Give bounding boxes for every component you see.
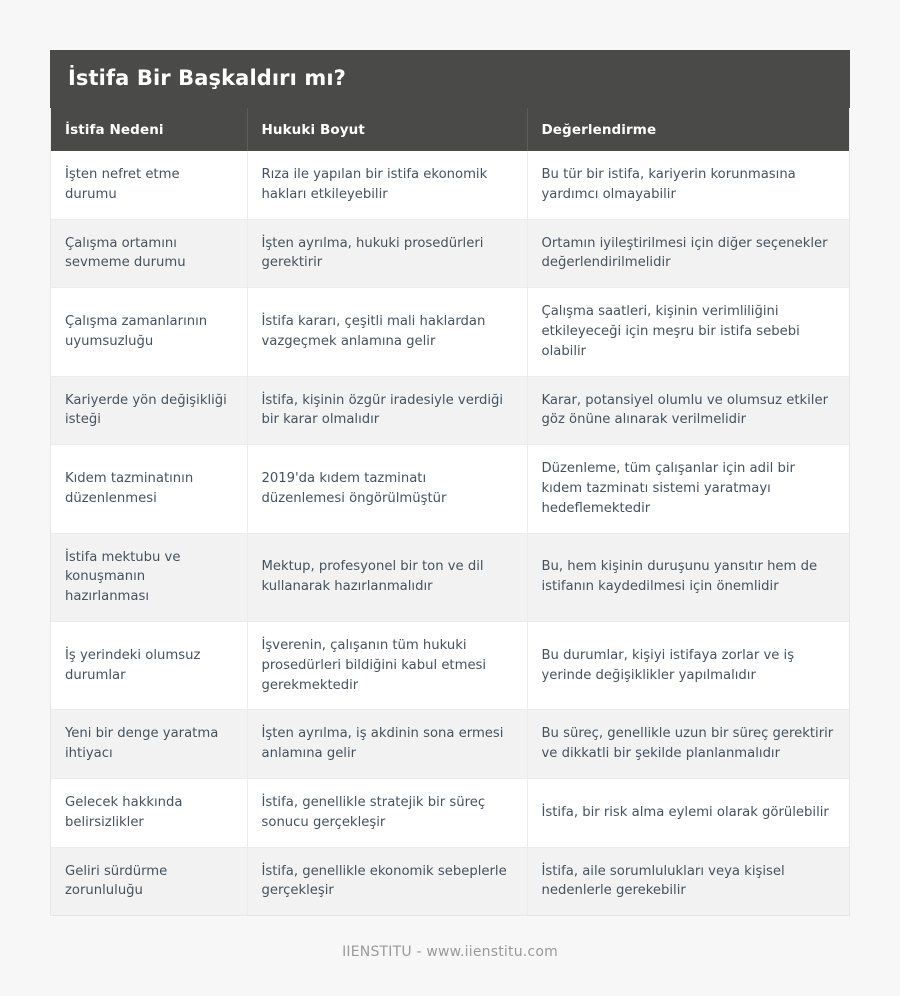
table-header bbox=[51, 108, 849, 151]
cell-reason: Gelecek hakkında belirsizlikler bbox=[51, 778, 247, 847]
cell-evaluation: Düzenleme, tüm çalışanlar için adil bir kıdem tazminatı sistemi yaratmayı hedeflemektedir bbox=[527, 445, 849, 533]
cell-legal: Rıza ile yapılan bir istifa ekonomik hakları etkileyebilir bbox=[247, 151, 527, 219]
table-row bbox=[51, 778, 849, 847]
comparison-table bbox=[51, 108, 849, 915]
page-title: İstifa Bir Başkaldırı mı? bbox=[68, 66, 346, 91]
cell-reason: Geliri sürdürme zorunluluğu bbox=[51, 847, 247, 915]
column-header-legal: Hukuki Boyut bbox=[247, 108, 527, 151]
cell-evaluation: İstifa, aile sorumlulukları veya kişisel nedenlerle gerekebilir bbox=[527, 847, 849, 915]
cell-legal: 2019'da kıdem tazminatı düzenlemesi öngörülmüştür bbox=[247, 445, 527, 533]
table-row bbox=[51, 621, 849, 709]
cell-legal: İşten ayrılma, hukuki prosedürleri gerektirir bbox=[247, 219, 527, 288]
cell-reason: Çalışma zamanlarının uyumsuzluğu bbox=[51, 288, 247, 376]
cell-evaluation: Bu tür bir istifa, kariyerin korunmasına yardımcı olmayabilir bbox=[527, 151, 849, 219]
cell-reason: Kariyerde yön değişikliği isteği bbox=[51, 376, 247, 445]
cell-reason: İş yerindeki olumsuz durumlar bbox=[51, 621, 247, 709]
table-row bbox=[51, 533, 849, 621]
table-row bbox=[51, 710, 849, 779]
column-header-evaluation: Değerlendirme bbox=[527, 108, 849, 151]
cell-reason: Yeni bir denge yaratma ihtiyacı bbox=[51, 710, 247, 779]
cell-evaluation: Çalışma saatleri, kişinin verimliliğini etkileyeceği için meşru bir istifa sebebi olabilir bbox=[527, 288, 849, 376]
cell-legal: İşverenin, çalışanın tüm hukuki prosedürleri bildiğini kabul etmesi gerekmektedir bbox=[247, 621, 527, 709]
cell-reason: Kıdem tazminatının düzenlenmesi bbox=[51, 445, 247, 533]
cell-legal: İşten ayrılma, iş akdinin sona ermesi anlamına gelir bbox=[247, 710, 527, 779]
cell-reason: İşten nefret etme durumu bbox=[51, 151, 247, 219]
cell-evaluation: Bu süreç, genellikle uzun bir süreç gerektirir ve dikkatli bir şekilde planlanmalıdır bbox=[527, 710, 849, 779]
cell-evaluation: Bu, hem kişinin duruşunu yansıtır hem de istifanın kaydedilmesi için önemlidir bbox=[527, 533, 849, 621]
cell-evaluation: Karar, potansiyel olumlu ve olumsuz etkiler göz önüne alınarak verilmelidir bbox=[527, 376, 849, 445]
cell-legal: İstifa, genellikle stratejik bir süreç sonucu gerçekleşir bbox=[247, 778, 527, 847]
table-row bbox=[51, 376, 849, 445]
table-row bbox=[51, 288, 849, 376]
cell-legal: İstifa, genellikle ekonomik sebeplerle gerçekleşir bbox=[247, 847, 527, 915]
cell-evaluation: Bu durumlar, kişiyi istifaya zorlar ve iş yerinde değişiklikler yapılmalıdır bbox=[527, 621, 849, 709]
table-body bbox=[51, 151, 849, 915]
table-container bbox=[50, 108, 850, 916]
column-header-reason: İstifa Nedeni bbox=[51, 108, 247, 151]
cell-reason: İstifa mektubu ve konuşmanın hazırlanması bbox=[51, 533, 247, 621]
cell-evaluation: Ortamın iyileştirilmesi için diğer seçenekler değerlendirilmelidir bbox=[527, 219, 849, 288]
cell-evaluation: İstifa, bir risk alma eylemi olarak görülebilir bbox=[527, 778, 849, 847]
cell-reason: Çalışma ortamını sevmeme durumu bbox=[51, 219, 247, 288]
title-bar bbox=[50, 50, 850, 108]
table-row bbox=[51, 219, 849, 288]
table-row bbox=[51, 151, 849, 219]
cell-legal: Mektup, profesyonel bir ton ve dil kullanarak hazırlanmalıdır bbox=[247, 533, 527, 621]
table-row bbox=[51, 847, 849, 915]
cell-legal: İstifa kararı, çeşitli mali haklardan vazgeçmek anlamına gelir bbox=[247, 288, 527, 376]
table-header-row bbox=[51, 108, 849, 151]
footer-attribution: IIENSTITU - www.iienstitu.com bbox=[342, 944, 558, 961]
cell-legal: İstifa, kişinin özgür iradesiyle verdiği bir karar olmalıdır bbox=[247, 376, 527, 445]
footer bbox=[50, 916, 850, 960]
table-row bbox=[51, 445, 849, 533]
